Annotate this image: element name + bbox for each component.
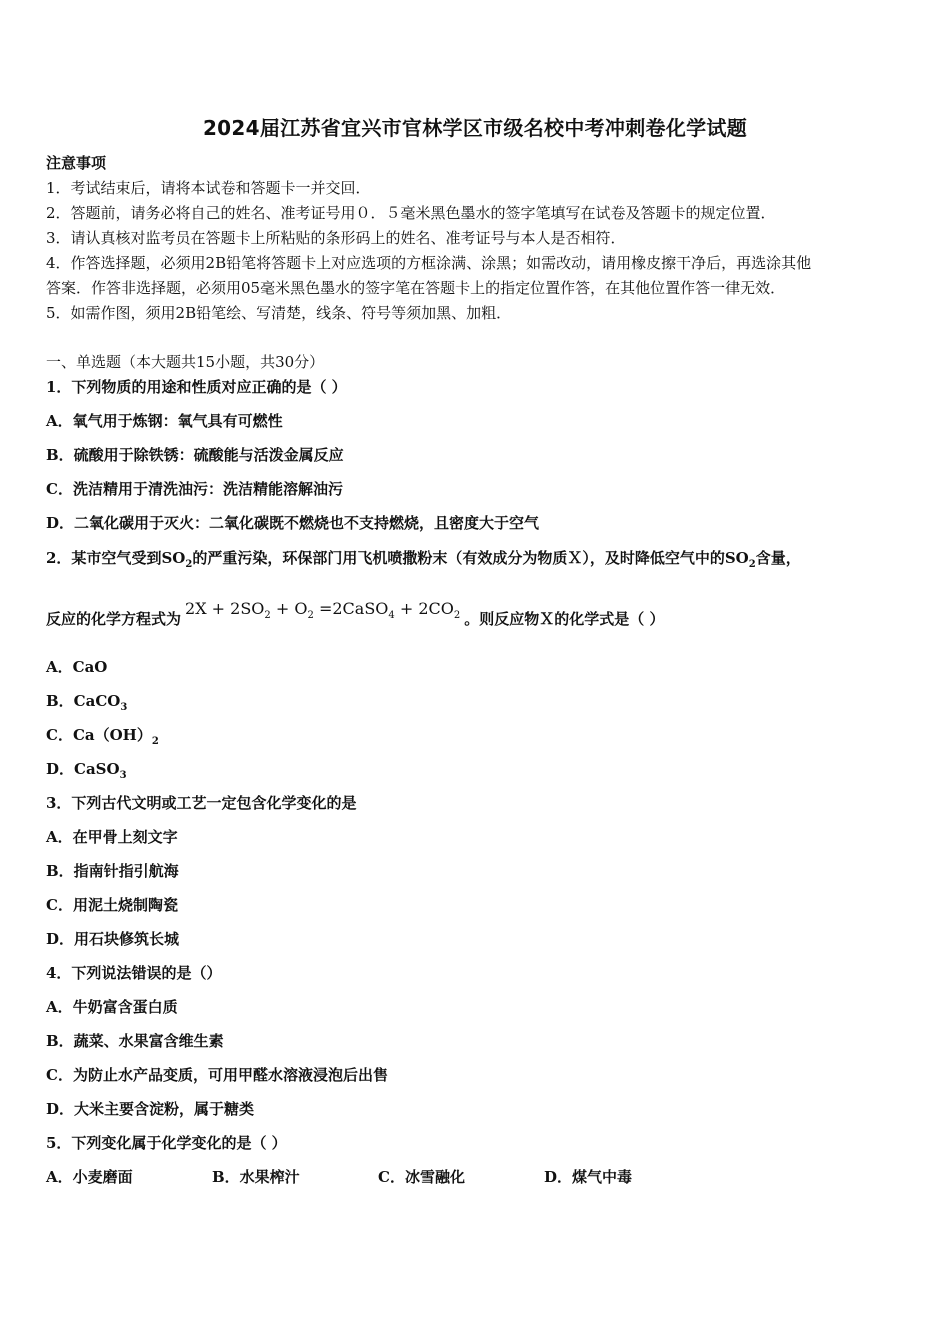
question-5-stem: 5．下列变化属于化学变化的是（ ） <box>46 1134 287 1152</box>
question-1-stem: 1．下列物质的用途和性质对应正确的是（ ） <box>46 378 347 396</box>
question-3-option[interactable]: B．指南针指引航海 <box>46 862 179 880</box>
question-2-option[interactable]: B．CaCO$_3$ <box>46 692 128 713</box>
notice-item: 2．答题前，请务必将自己的姓名、准考证号用０．５毫米黑色墨水的签字笔填写在试卷及答题卡的规定位置． <box>46 204 776 222</box>
notice-item: 3．请认真核对监考员在答题卡上所粘贴的条形码上的姓名、准考证号与本人是否相符． <box>46 229 626 247</box>
question-4-stem: 4．下列说法错误的是（） <box>46 964 222 982</box>
chemical-equation: $2X + 2SO_2 + O_2$ =2CaSO$_4$ + $2CO_2$ <box>185 599 461 622</box>
notice-item: 4．作答选择题，必须用2B铅笔将答题卡上对应选项的方框涂满、涂黑；如需改动，请用橡皮擦干净后，再选涂其他 <box>46 254 812 272</box>
question-2-stem: 2．某市空气受到$SO_2$的严重污染，环保部门用飞机喷撒粉末（有效成分为物质Ｘ），及时降低空气中的$SO_2$含量， <box>46 549 801 570</box>
question-2-option[interactable]: D．CaSO$_3$ <box>46 760 127 781</box>
question-3-option[interactable]: A．在甲骨上刻文字 <box>46 828 178 846</box>
question-4-option[interactable]: D．大米主要含淀粉，属于糖类 <box>46 1100 255 1118</box>
section-heading: 一、单选题（本大题共15小题，共30分） <box>46 353 325 371</box>
notice-item: 答案．作答非选择题，必须用05毫米黑色墨水的签字笔在答题卡上的指定位置作答，在其他位置作答一律无效． <box>46 279 786 297</box>
notice-item: 5．如需作图，须用2B铅笔绘、写清楚，线条、符号等须加黑、加粗． <box>46 304 512 322</box>
question-2-option[interactable]: A．CaO <box>46 658 108 676</box>
question-3-option[interactable]: D．用石块修筑长城 <box>46 930 180 948</box>
question-5-option[interactable]: B．水果榨汁 <box>212 1168 300 1186</box>
question-4-option[interactable]: C．为防止水产品变质，可用甲醛水溶液浸泡后出售 <box>46 1066 388 1084</box>
question-3-stem: 3．下列古代文明或工艺一定包含化学变化的是 <box>46 794 357 812</box>
question-4-option[interactable]: A．牛奶富含蛋白质 <box>46 998 178 1016</box>
question-3-option[interactable]: C．用泥土烧制陶瓷 <box>46 896 178 914</box>
question-4-option[interactable]: B．蔬菜、水果富含维生素 <box>46 1032 224 1050</box>
notice-item: 1．考试结束后，请将本试卷和答题卡一并交回． <box>46 179 371 197</box>
question-5-option[interactable]: A．小麦磨面 <box>46 1168 133 1186</box>
question-1-option[interactable]: B．硫酸用于除铁锈：硫酸能与活泼金属反应 <box>46 446 344 464</box>
question-2-equation-line: 反应的化学方程式为$2X + 2SO_2 + O_2$ =2CaSO$_4$ + $2CO_2$ 。则反应物Ｘ的化学式是（ ） <box>46 599 665 628</box>
question-5-option[interactable]: D．煤气中毒 <box>544 1168 633 1186</box>
question-1-option[interactable]: C．洗洁精用于清洗油污：洗洁精能溶解油污 <box>46 480 343 498</box>
question-1-option[interactable]: A．氧气用于炼钢：氧气具有可燃性 <box>46 412 283 430</box>
question-1-option[interactable]: D．二氧化碳用于灭火：二氧化碳既不燃烧也不支持燃烧，且密度大于空气 <box>46 514 540 532</box>
question-5-options <box>46 1166 710 1187</box>
page-title: 2024届江苏省宜兴市官林学区市级名校中考冲刺卷化学试题 <box>202 116 748 140</box>
question-5-option[interactable]: C．冰雪融化 <box>378 1168 465 1186</box>
notice-heading: 注意事项 <box>46 154 107 172</box>
question-2-option[interactable]: C．$Ca(OH)_2$ <box>46 726 159 747</box>
